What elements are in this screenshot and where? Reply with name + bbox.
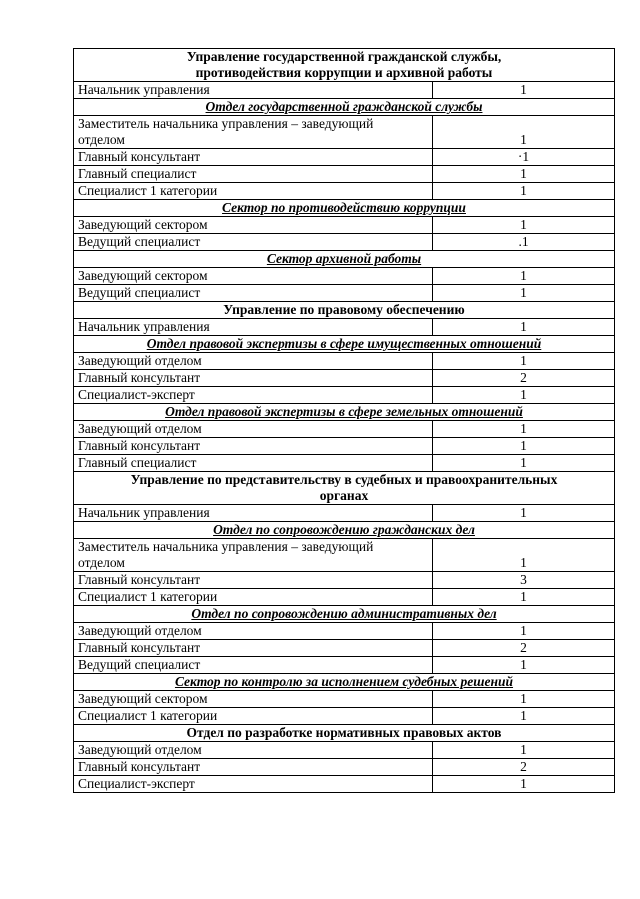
position-row xyxy=(74,166,615,183)
position-row xyxy=(74,691,615,708)
position-count: 1 xyxy=(433,421,615,438)
position-count: 1 xyxy=(433,268,615,285)
position-count: 1 xyxy=(433,183,615,200)
position-row xyxy=(74,116,615,149)
position-count: 2 xyxy=(433,640,615,657)
position-title: Ведущий специалист xyxy=(74,234,433,251)
position-row xyxy=(74,387,615,404)
position-title: Заведующий отделом xyxy=(74,353,433,370)
department-heading: Управление по правовому обеспечению xyxy=(74,302,615,319)
position-title: Заместитель начальника управления – заведующий отделом xyxy=(74,116,433,149)
position-row xyxy=(74,234,615,251)
position-row xyxy=(74,657,615,674)
position-title: Главный консультант xyxy=(74,438,433,455)
position-title: Главный консультант xyxy=(74,572,433,589)
department-heading: Управление государственной гражданской службы, противодействия коррупции и архивной работы xyxy=(74,49,615,82)
position-title: Начальник управления xyxy=(74,82,433,99)
position-row xyxy=(74,268,615,285)
position-count: 1 xyxy=(433,691,615,708)
position-row xyxy=(74,149,615,166)
position-row xyxy=(74,640,615,657)
position-row xyxy=(74,708,615,725)
position-count: 1 xyxy=(433,285,615,302)
unit-heading: Отдел правовой экспертизы в сфере земельных отношений xyxy=(74,404,615,421)
position-count: 1 xyxy=(433,657,615,674)
unit-heading: Сектор архивной работы xyxy=(74,251,615,268)
unit-heading-row xyxy=(74,251,615,268)
position-count: 3 xyxy=(433,572,615,589)
position-title: Начальник управления xyxy=(74,319,433,336)
position-title: Главный специалист xyxy=(74,166,433,183)
position-row xyxy=(74,572,615,589)
department-heading-row xyxy=(74,49,615,82)
unit-heading-row xyxy=(74,674,615,691)
position-title: Главный специалист xyxy=(74,455,433,472)
position-title: Заведующий отделом xyxy=(74,421,433,438)
position-count: 1 xyxy=(433,776,615,793)
position-count: 1 xyxy=(433,387,615,404)
position-title: Специалист 1 категории xyxy=(74,708,433,725)
unit-heading-row xyxy=(74,200,615,217)
position-count: ·1 xyxy=(433,149,615,166)
position-title: Заведующий сектором xyxy=(74,217,433,234)
position-count: 1 xyxy=(433,623,615,640)
staffing-table-body xyxy=(74,49,615,793)
position-title: Ведущий специалист xyxy=(74,657,433,674)
position-title: Заведующий сектором xyxy=(74,268,433,285)
position-title: Заведующий отделом xyxy=(74,623,433,640)
position-row xyxy=(74,319,615,336)
position-title: Специалист 1 категории xyxy=(74,589,433,606)
position-row xyxy=(74,183,615,200)
position-count: 1 xyxy=(433,505,615,522)
unit-heading: Отдел правовой экспертизы в сфере имущественных отношений xyxy=(74,336,615,353)
unit-heading: Отдел по сопровождению гражданских дел xyxy=(74,522,615,539)
unit-heading-row xyxy=(74,99,615,116)
position-row xyxy=(74,505,615,522)
unit-heading: Отдел государственной гражданской службы xyxy=(74,99,615,116)
position-count: 1 xyxy=(433,455,615,472)
position-count: 1 xyxy=(433,82,615,99)
position-row xyxy=(74,589,615,606)
position-count: 1 xyxy=(433,708,615,725)
position-row xyxy=(74,742,615,759)
position-count: 1 xyxy=(433,539,615,572)
position-title: Заместитель начальника управления – заведующий отделом xyxy=(74,539,433,572)
position-count: 1 xyxy=(433,589,615,606)
unit-heading-row xyxy=(74,336,615,353)
position-title: Специалист 1 категории xyxy=(74,183,433,200)
position-row xyxy=(74,776,615,793)
unit-heading: Сектор по противодействию коррупции xyxy=(74,200,615,217)
position-title: Главный консультант xyxy=(74,759,433,776)
position-count: .1 xyxy=(433,234,615,251)
position-row xyxy=(74,623,615,640)
department-heading-row xyxy=(74,472,615,505)
position-row xyxy=(74,438,615,455)
position-count: 1 xyxy=(433,742,615,759)
department-heading-row xyxy=(74,725,615,742)
position-row xyxy=(74,370,615,387)
position-row xyxy=(74,82,615,99)
unit-heading-row xyxy=(74,404,615,421)
position-title: Главный консультант xyxy=(74,640,433,657)
position-row xyxy=(74,539,615,572)
department-heading: Управление по представительству в судебных и правоохранительных органах xyxy=(74,472,615,505)
position-count: 2 xyxy=(433,759,615,776)
unit-heading: Сектор по контролю за исполнением судебных решений xyxy=(74,674,615,691)
position-count: 1 xyxy=(433,438,615,455)
position-title: Заведующий отделом xyxy=(74,742,433,759)
position-title: Главный консультант xyxy=(74,149,433,166)
position-title: Ведущий специалист xyxy=(74,285,433,302)
position-count: 1 xyxy=(433,353,615,370)
position-count: 2 xyxy=(433,370,615,387)
position-row xyxy=(74,421,615,438)
staffing-table xyxy=(73,48,615,793)
position-title: Заведующий сектором xyxy=(74,691,433,708)
position-row xyxy=(74,217,615,234)
department-heading: Отдел по разработке нормативных правовых актов xyxy=(74,725,615,742)
position-title: Главный консультант xyxy=(74,370,433,387)
position-title: Специалист-эксперт xyxy=(74,387,433,404)
position-title: Специалист-эксперт xyxy=(74,776,433,793)
position-count: 1 xyxy=(433,166,615,183)
unit-heading-row xyxy=(74,522,615,539)
position-count: 1 xyxy=(433,116,615,149)
position-count: 1 xyxy=(433,217,615,234)
position-row xyxy=(74,353,615,370)
department-heading-row xyxy=(74,302,615,319)
position-row xyxy=(74,759,615,776)
unit-heading-row xyxy=(74,606,615,623)
position-count: 1 xyxy=(433,319,615,336)
position-row xyxy=(74,455,615,472)
position-row xyxy=(74,285,615,302)
unit-heading: Отдел по сопровождению административных дел xyxy=(74,606,615,623)
position-title: Начальник управления xyxy=(74,505,433,522)
